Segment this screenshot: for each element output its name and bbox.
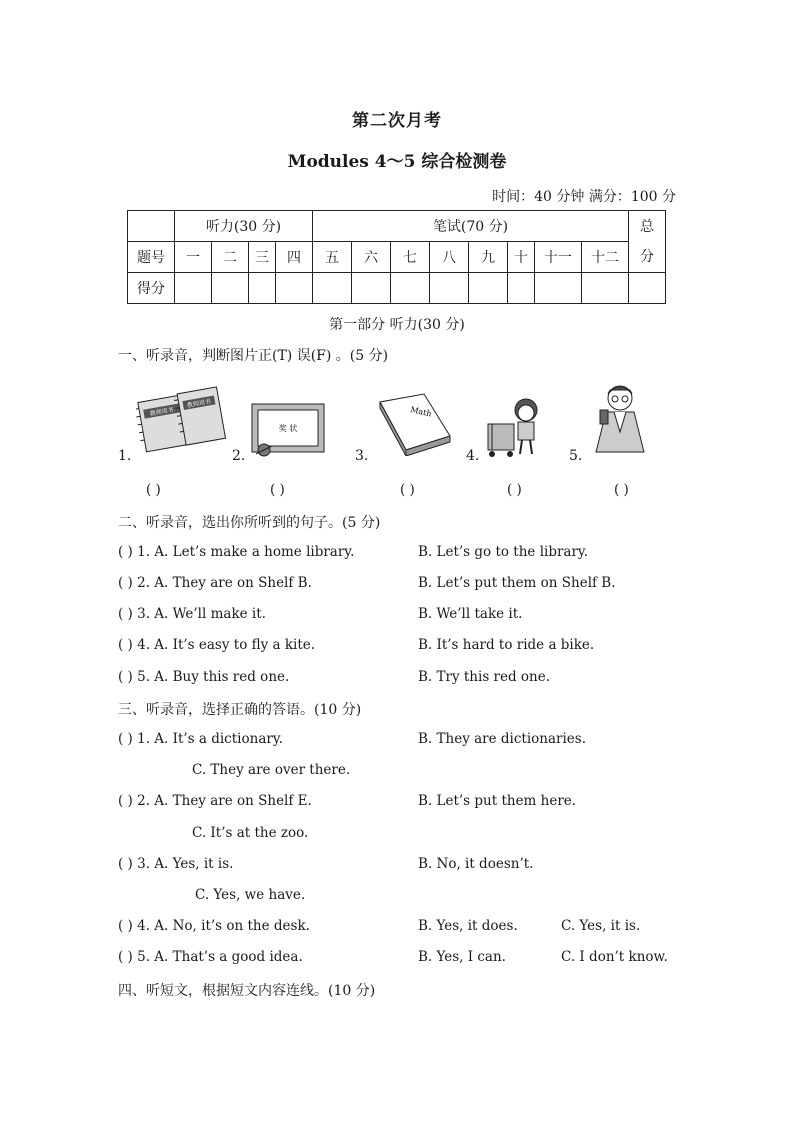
question-a: ( ) 5. A. Buy this red one. [118,669,290,685]
score-cell[interactable] [430,273,469,304]
num-cell: 二 [212,242,249,273]
item-number: 1. [118,448,132,464]
option-b: B. Yes, it does. [418,918,518,934]
num-cell: 六 [352,242,391,273]
answer-paren[interactable]: ( ) [146,482,161,498]
section4-title: 四、听短文，根据短文内容连线。(10 分) [118,983,376,999]
option-b: B. Let’s go to the library. [418,544,589,560]
score-cell[interactable] [212,273,249,304]
score-cell[interactable] [249,273,276,304]
question-a: ( ) 2. A. They are on Shelf B. [118,575,312,591]
score-cell[interactable] [391,273,430,304]
question-a: ( ) 3. A. Yes, it is. [118,856,234,872]
option-b: B. Try this red one. [418,669,551,685]
boy-phone-image [584,382,654,456]
num-cell: 十 [508,242,535,273]
score-cell[interactable] [582,273,629,304]
item-number: 4. [466,448,480,464]
question-a: ( ) 5. A. That’s a good idea. [118,949,303,965]
section2-title: 二、听录音，选出你所听到的句子。(5 分) [118,515,381,531]
question-a: ( ) 4. A. It’s easy to fly a kite. [118,637,316,653]
num-cell: 十二 [582,242,629,273]
question-a: ( ) 2. A. They are on Shelf E. [118,793,312,809]
score-table [127,210,666,304]
answer-paren[interactable]: ( ) [270,482,285,498]
score-cell[interactable] [535,273,582,304]
option-b: B. Let’s put them here. [418,793,577,809]
math-caption: Math [409,405,433,419]
section3-title: 三、听录音，选择正确的答语。(10 分) [118,702,362,718]
option-c: C. Yes, we have. [195,887,306,903]
total-header: 总 分 [629,211,666,273]
item-number: 5. [569,448,583,464]
option-c: C. I don’t know. [561,949,668,965]
row-label-number: 题号 [128,242,175,273]
option-c: C. Yes, it is. [561,918,641,934]
num-cell: 十一 [535,242,582,273]
section1-title: 一、听录音，判断图片正(T) 误(F) 。(5 分) [118,348,389,364]
question-a: ( ) 1. A. It’s a dictionary. [118,731,283,747]
listening-header: 听力(30 分) [175,211,313,242]
score-cell[interactable] [276,273,313,304]
num-cell: 七 [391,242,430,273]
score-cell[interactable] [175,273,212,304]
question-a: ( ) 3. A. We’ll make it. [118,606,266,622]
num-cell: 五 [313,242,352,273]
answer-paren[interactable]: ( ) [507,482,522,498]
question-a: ( ) 1. A. Let’s make a home library. [118,544,355,560]
num-cell: 九 [469,242,508,273]
option-b: B. Let’s put them on Shelf B. [418,575,616,591]
option-c: C. They are over there. [192,762,351,778]
score-cell[interactable] [508,273,535,304]
exam-subtitle: Modules 4～5 综合检测卷 [287,152,507,172]
answer-paren[interactable]: ( ) [400,482,415,498]
option-b: B. Yes, I can. [418,949,506,965]
exam-title: 第二次月考 [352,111,442,131]
row-label-score: 得分 [128,273,175,304]
table-corner [128,211,175,242]
score-cell[interactable] [629,273,666,304]
answer-paren[interactable]: ( ) [614,482,629,498]
book-caption: 教师用书 [149,406,175,418]
score-cell[interactable] [469,273,508,304]
option-b: B. They are dictionaries. [418,731,587,747]
girl-suitcase-image [484,396,554,460]
part1-heading: 第一部分 听力(30 分) [329,317,465,333]
math-book-image [374,392,454,456]
option-b: B. We’ll take it. [418,606,523,622]
num-cell: 八 [430,242,469,273]
score-cell[interactable] [313,273,352,304]
item-number: 2. [232,448,246,464]
option-b: B. No, it doesn’t. [418,856,534,872]
num-cell: 三 [249,242,276,273]
certificate-image [248,402,328,458]
svg-text:教师用书: 教师用书 [186,398,212,410]
num-cell: 四 [276,242,313,273]
score-cell[interactable] [352,273,391,304]
item-number: 3. [355,448,369,464]
written-header: 笔试(70 分) [313,211,629,242]
certificate-caption: 奖 状 [278,424,298,433]
time-info: 时间：40 分钟 满分：100 分 [492,189,676,205]
teacher-book-image [136,384,230,454]
option-b: B. It’s hard to ride a bike. [418,637,595,653]
option-c: C. It’s at the zoo. [192,825,309,841]
question-a: ( ) 4. A. No, it’s on the desk. [118,918,310,934]
num-cell: 一 [175,242,212,273]
